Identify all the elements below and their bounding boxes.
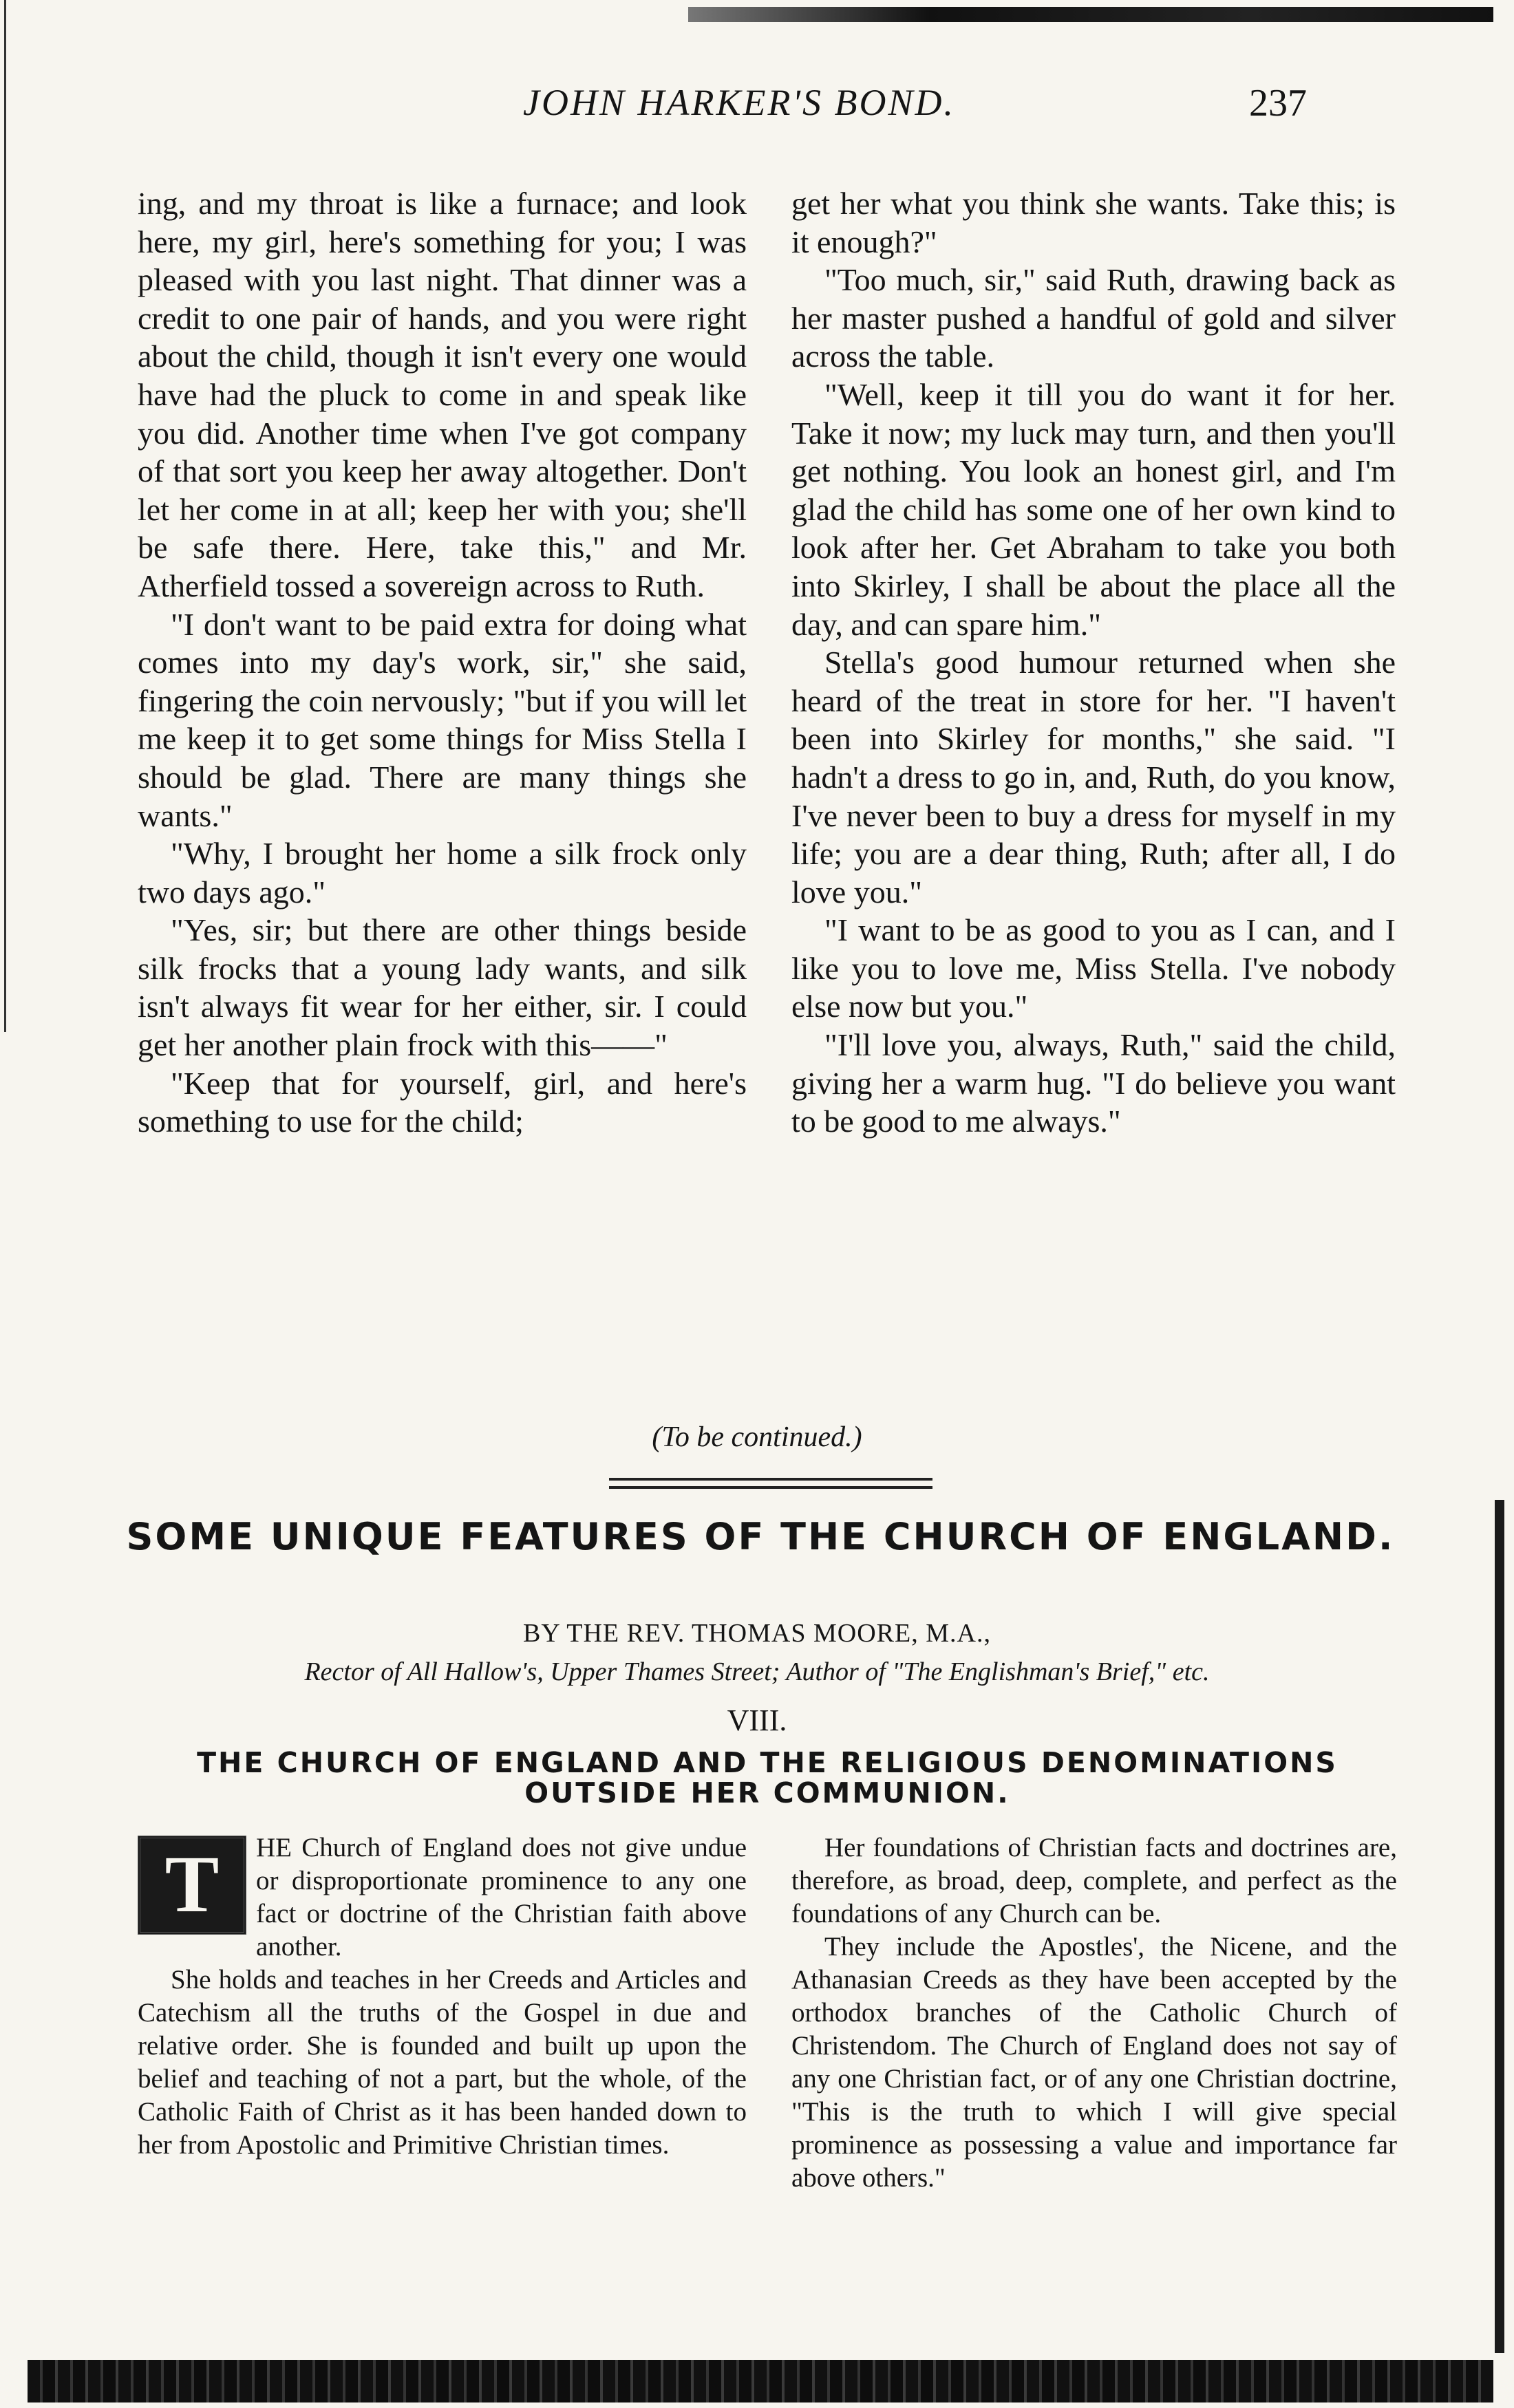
article-paragraph-text: HE Church of England does not give undue or disproportionate prominence to any one fact or doctrine of the Christian faith above another.	[256, 1833, 747, 1961]
to-be-continued: (To be continued.)	[652, 1421, 862, 1453]
story-paragraph: "Well, keep it till you do want it for her. Take it now; my luck may turn, and then you'll get nothing. You look an honest girl, and I'm glad the child has some one of her own kind to look after her. Get Abraham to take you both into Skirley, I shall be about the place all the day, and can spare him."	[791, 376, 1396, 642]
story-paragraph: "I want to be as good to you as I can, and I like you to love me, Miss Stella. I've nobody else now but you."	[791, 912, 1396, 1024]
top-border-bar	[688, 7, 1493, 22]
story-paragraph: ing, and my throat is like a furnace; and look here, my girl, here's something for you; I was pleased with you last night. That dinner was a credit to one pair of hands, and you were right about the child, though it isn't every one would have had the pluck to come in and speak like you did. Another time when I've got company of that sort you keep her away altogether. Don't let her come in at all; keep her with you; she'll be safe there. Here, take this," and Mr. Atherfield tossed a sovereign across to Ruth.	[138, 186, 747, 603]
story-paragraph: "Too much, sir," said Ruth, drawing back as her master pushed a handful of gold and silver across the table.	[791, 262, 1396, 374]
section-title: THE CHURCH OF ENGLAND AND THE RELIGIOUS DENOMINATIONS OUTSIDE HER COMMUNION.	[197, 1746, 1338, 1809]
article-paragraph	[138, 1831, 747, 1964]
article-right-column	[791, 1831, 1397, 2195]
story-paragraph: "Yes, sir; but there are other things beside silk frocks that a young lady wants, and silk isn't always fit wear for her either, sir. I could get her another plain frock with this——"	[138, 912, 747, 1063]
article-left-column	[138, 1831, 747, 2162]
page-number: 237	[1249, 82, 1307, 125]
story-right-column	[791, 184, 1396, 1141]
story-paragraph: get her what you think she wants. Take this; is it enough?"	[791, 186, 1396, 259]
running-head: JOHN HARKER'S BOND.	[523, 82, 955, 123]
article-paragraph: She holds and teaches in her Creeds and Articles and Catechism all the truths of the Gospel in due and relative order. She is founded and built up upon the belief and teaching of not a part, but the whole, of the Catholic Faith of Christ as it has been handed down to her from Apostolic and Primitive Christian times.	[138, 1965, 747, 2160]
article-paragraph: They include the Apostles', the Nicene, and the Athanasian Creeds as they have been accepted by the orthodox branches of the Catholic Church of Christendom. The Church of England does not say of any one Christian fact, or of any one Christian doctrine, "This is the truth to which I will give special prominence as possessing a value and importance far above others."	[791, 1932, 1397, 2193]
divider-rule	[609, 1478, 932, 1481]
article-title: SOME UNIQUE FEATURES OF THE CHURCH OF ENGLAND.	[126, 1515, 1395, 1558]
story-paragraph: "I'll love you, always, Ruth," said the child, giving her a warm hug. "I do believe you want to be good to me always."	[791, 1027, 1396, 1139]
article-byline: BY THE REV. THOMAS MOORE, M.A.,	[523, 1619, 991, 1648]
author-affiliation: Rector of All Hallow's, Upper Thames Street; Author of "The Englishman's Brief," etc.	[304, 1657, 1210, 1686]
left-margin-rule	[4, 0, 6, 1032]
bottom-border-bar	[28, 2360, 1493, 2402]
story-paragraph: "Keep that for yourself, girl, and here's something to use for the child;	[138, 1065, 747, 1139]
article-paragraph: Her foundations of Christian facts and doctrines are, therefore, as broad, deep, complete, and perfect as the foundations of any Church can be.	[791, 1833, 1397, 1928]
story-paragraph: Stella's good humour returned when she heard of the treat in store for her. "I haven't been into Skirley for months," she said. "I hadn't a dress to go in, and, Ruth, do you know, I've never been to buy a dress for myself in my life; you are a dear thing, Ruth; after all, I do love you."	[791, 645, 1396, 910]
part-number: VIII.	[727, 1703, 787, 1737]
drop-cap: T	[138, 1836, 246, 1935]
divider-rule	[609, 1486, 932, 1489]
story-left-column	[138, 184, 747, 1141]
story-paragraph: "I don't want to be paid extra for doing what comes into my day's work, sir," she said, fingering the coin nervously; "but if you will let me keep it to get some things for Miss Stella I should be glad. There are many things she wants."	[138, 606, 747, 833]
story-paragraph: "Why, I brought her home a silk frock only two days ago."	[138, 836, 747, 910]
